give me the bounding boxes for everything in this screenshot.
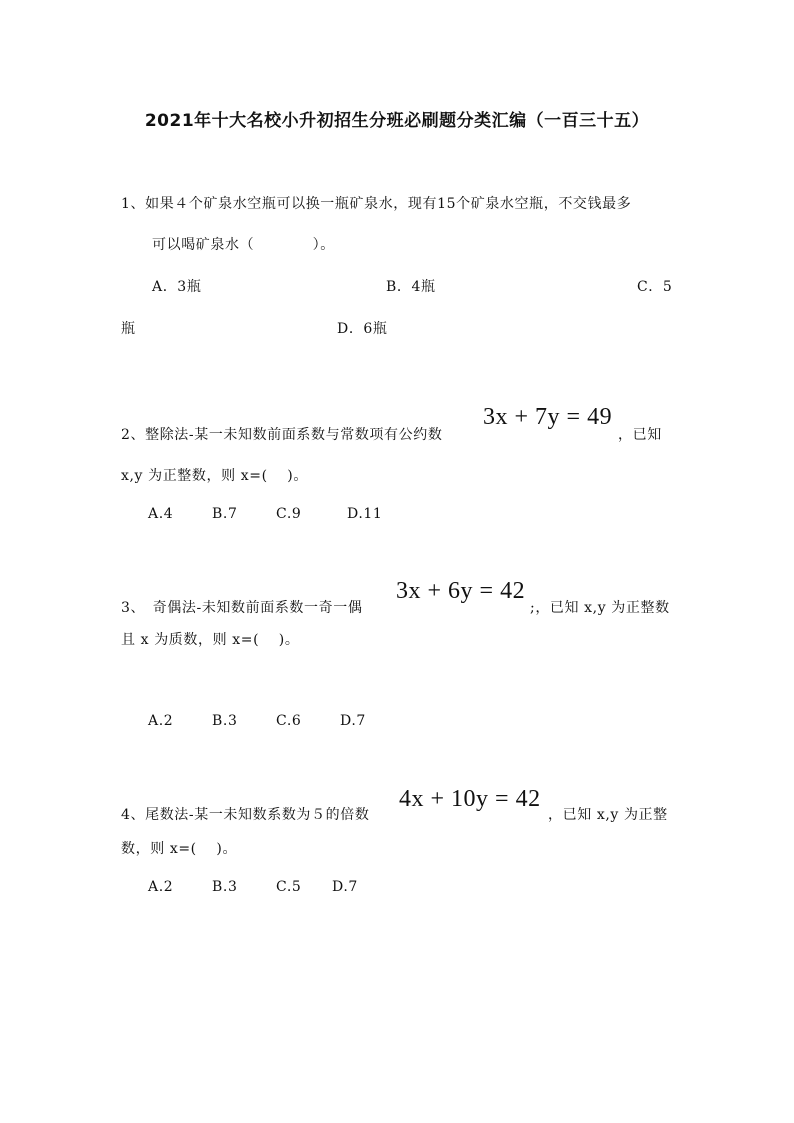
q4-option-a: A.2 <box>148 879 174 895</box>
q4-option-b: B.3 <box>212 879 238 895</box>
q1-option-b: B．4瓶 <box>386 279 436 295</box>
q1-option-d: D．6瓶 <box>337 321 388 337</box>
q2-option-a: A.4 <box>148 506 174 522</box>
q2-equation: 3x + 7y = 49 <box>483 404 613 430</box>
q3-option-c: C.6 <box>276 713 302 729</box>
q3-line2: 且 x 为质数，则 x=( )。 <box>121 632 300 648</box>
q4-line1: 4、尾数法-某一未知数系数为５的倍数 <box>121 807 370 823</box>
q2-line1-tail: ，已知 <box>618 427 662 443</box>
q4-line2: 数，则 x=( )。 <box>121 841 238 857</box>
q2-option-c: C.9 <box>276 506 302 522</box>
q3-equation: 3x + 6y = 42 <box>396 578 526 604</box>
q1-option-c-unit: 瓶 <box>121 321 136 337</box>
q4-option-c: C.5 <box>276 879 302 895</box>
q2-option-b: B.7 <box>212 506 238 522</box>
q2-line1: 2、整除法-某一未知数前面系数与常数项有公约数 <box>121 427 443 443</box>
q2-option-d: D.11 <box>347 506 383 522</box>
q3-option-a: A.2 <box>148 713 174 729</box>
page-title: 2021年十大名校小升初招生分班必刷题分类汇编（一百三十五） <box>144 111 650 131</box>
q1-option-c: C．5 <box>637 279 673 295</box>
q2-line2: x,y 为正整数，则 x=( )。 <box>121 468 308 484</box>
q4-option-d: D.7 <box>332 879 358 895</box>
q4-line1-tail: ，已知 x,y 为正整 <box>548 807 668 823</box>
q3-option-b: B.3 <box>212 713 238 729</box>
q1-line1: 1、如果４个矿泉水空瓶可以换一瓶矿泉水，现有15个矿泉水空瓶，不交钱最多 <box>121 196 632 212</box>
q4-equation: 4x + 10y = 42 <box>399 786 541 812</box>
q3-line1: 3、 奇偶法-未知数前面系数一奇一偶 <box>121 600 363 616</box>
q1-option-a: A．3瓶 <box>152 279 202 295</box>
q3-option-d: D.7 <box>340 713 366 729</box>
q1-line2: 可以喝矿泉水（ ）。 <box>152 237 335 253</box>
q3-line1-tail: ;，已知 x,y 为正整数 <box>530 600 670 616</box>
